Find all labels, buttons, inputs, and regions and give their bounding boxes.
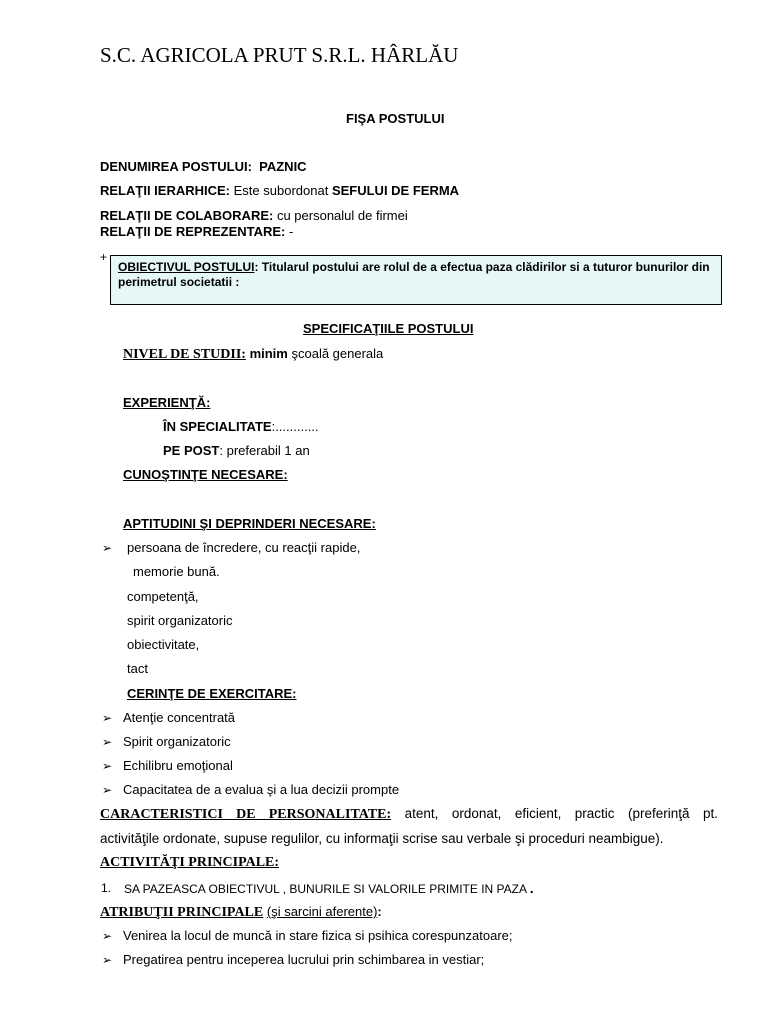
- objective-box: [110, 255, 722, 305]
- field-relatii-reprezentare: [100, 224, 293, 240]
- pe-post-value: : preferabil 1 an: [219, 443, 310, 458]
- field-denumire: [100, 159, 307, 175]
- spec-pe-post: [163, 443, 310, 459]
- activitati-label: ACTIVITĂŢI PRINCIPALE:: [100, 855, 280, 870]
- atributie-item: Pregatirea pentru inceperea lucrului prin schimbarea in vestiar;: [123, 952, 485, 967]
- atributii-sub: (şi sarcini aferente): [266, 904, 378, 919]
- bullet-arrow-icon: ➢: [102, 711, 113, 725]
- activitate-num: 1.: [101, 881, 112, 895]
- objective-text: : Titularul postului are rolul de a efectua paza clădirilor si a tuturor bunurilor din perimetrul societatii :: [118, 260, 710, 289]
- aptitudine-item: tact: [127, 661, 148, 676]
- field-relatii-ierarhice: [100, 183, 459, 199]
- atributii-colon: :: [377, 904, 382, 919]
- spec-specialitate: [163, 419, 319, 435]
- company-name: S.C. AGRICOLA PRUT S.R.L. HÂRLĂU: [100, 43, 459, 67]
- specialitate-value: :............: [271, 419, 319, 434]
- cerinte-item: Spirit organizatoric: [123, 734, 231, 749]
- cerinte-label: CERINŢE DE EXERCITARE:: [127, 686, 297, 701]
- bullet-arrow-icon: ➢: [102, 759, 113, 773]
- relatii-colaborare-label: RELAŢII DE COLABORARE:: [100, 208, 274, 223]
- aptitudine-item: persoana de încredere, cu reacţii rapide,: [127, 540, 361, 555]
- spec-heading: SPECIFICAŢIILE POSTULUI: [303, 321, 474, 336]
- bullet-arrow-icon: ➢: [102, 929, 113, 943]
- aptitudine-item: competenţă,: [127, 589, 199, 604]
- bullet-arrow-icon: ➢: [102, 783, 113, 797]
- personalitate-line1: [100, 806, 718, 823]
- aptitudine-item: memorie bună.: [133, 564, 220, 579]
- personalitate-label: CARACTERISTICI DE PERSONALITATE:: [100, 807, 392, 822]
- aptitudini-label: APTITUDINI ŞI DEPRINDERI NECESARE:: [123, 516, 376, 531]
- bullet-arrow-icon: ➢: [102, 735, 113, 749]
- bullet-arrow-icon: ➢: [102, 541, 113, 555]
- aptitudine-item: obiectivitate,: [127, 637, 200, 652]
- studii-value: şcoală generala: [291, 346, 384, 361]
- relatii-reprezentare-value: -: [289, 224, 294, 239]
- denumire-label: DENUMIREA POSTULUI:: [100, 159, 252, 174]
- experienta-label: EXPERIENŢĂ:: [123, 395, 211, 410]
- spec-studii: [123, 346, 383, 363]
- aptitudine-item: spirit organizatoric: [127, 613, 233, 628]
- cerinte-item: Atenţie concentrată: [123, 710, 236, 725]
- atributii-label: ATRIBUŢII PRINCIPALE: [100, 905, 264, 920]
- activitate-item: [124, 880, 534, 897]
- objective-label: OBIECTIVUL POSTULUI: [118, 260, 255, 274]
- atributie-item: Venirea la locul de muncă in stare fizica si psihica corespunzatoare;: [123, 928, 513, 943]
- document-title: FIŞA POSTULUI: [346, 111, 445, 126]
- relatii-colaborare-value: cu personalul de firmei: [276, 208, 408, 223]
- cunostinte-label: CUNOŞTINŢE NECESARE:: [123, 467, 288, 482]
- relatii-ierarhice-text: Este subordonat: [233, 183, 329, 198]
- specialitate-label: ÎN SPECIALITATE: [163, 419, 272, 434]
- field-relatii-colaborare: [100, 208, 408, 224]
- cerinte-item: Echilibru emoţional: [123, 758, 233, 773]
- relatii-ierarhice-value: SEFULUI DE FERMA: [331, 183, 460, 198]
- activitate-end: .: [529, 880, 534, 896]
- bullet-arrow-icon: ➢: [102, 953, 113, 967]
- atributii-heading: [100, 904, 382, 921]
- pe-post-label: PE POST: [163, 443, 220, 458]
- personalitate-line2: activităţile ordonate, supuse regulilor, cu informaţii scrise sau verbale şi proceduri neambigue).: [100, 831, 664, 846]
- relatii-ierarhice-label: RELAŢII IERARHICE:: [100, 183, 230, 198]
- studii-min: minim: [249, 346, 288, 361]
- activitate-text: SA PAZEASCA OBIECTIVUL , BUNURILE SI VALORILE PRIMITE IN PAZA: [124, 882, 527, 896]
- plus-mark: +: [100, 250, 108, 264]
- denumire-value: PAZNIC: [259, 159, 307, 174]
- cerinte-item: Capacitatea de a evalua şi a lua decizii prompte: [123, 782, 400, 797]
- relatii-reprezentare-label: RELAŢII DE REPREZENTARE:: [100, 224, 286, 239]
- personalitate-text1: atent, ordonat, eficient, practic (preferinţă pt.: [404, 806, 718, 821]
- studii-label: NIVEL DE STUDII:: [123, 347, 246, 362]
